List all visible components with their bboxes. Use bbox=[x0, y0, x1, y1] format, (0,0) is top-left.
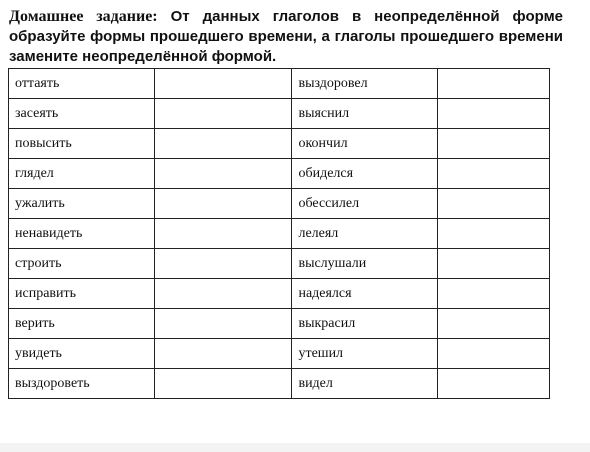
homework-text: От данных глаголов в неопределённой форме образуйте формы прошедшего времени, а глаголы прошедшего времени замените неопределённой формой. bbox=[9, 8, 564, 65]
table-row bbox=[9, 339, 550, 369]
answer-cell-left[interactable] bbox=[154, 369, 292, 399]
table-row bbox=[9, 129, 550, 159]
verb-cell-right: обиделся bbox=[292, 159, 438, 189]
verb-cell-left: увидеть bbox=[9, 339, 155, 369]
verb-cell-right: обессилел bbox=[292, 189, 438, 219]
answer-cell-right[interactable] bbox=[438, 279, 550, 309]
homework-label: Домашнее задание: bbox=[9, 8, 158, 25]
verb-cell-left: исправить bbox=[9, 279, 155, 309]
verb-cell-left: глядел bbox=[9, 159, 155, 189]
answer-cell-left[interactable] bbox=[154, 249, 292, 279]
table-row bbox=[9, 219, 550, 249]
bottom-band bbox=[0, 443, 590, 452]
table-row bbox=[9, 249, 550, 279]
answer-cell-left[interactable] bbox=[154, 339, 292, 369]
answer-cell-left[interactable] bbox=[154, 189, 292, 219]
verb-cell-left: строить bbox=[9, 249, 155, 279]
answer-cell-right[interactable] bbox=[438, 369, 550, 399]
verb-cell-left: повысить bbox=[9, 129, 155, 159]
table-row bbox=[9, 369, 550, 399]
answer-cell-right[interactable] bbox=[438, 189, 550, 219]
answer-cell-left[interactable] bbox=[154, 69, 292, 99]
table-row bbox=[9, 309, 550, 339]
table-row bbox=[9, 69, 550, 99]
verb-cell-right: видел bbox=[292, 369, 438, 399]
answer-cell-right[interactable] bbox=[438, 99, 550, 129]
answer-cell-left[interactable] bbox=[154, 99, 292, 129]
answer-cell-right[interactable] bbox=[438, 249, 550, 279]
verb-cell-left: ненавидеть bbox=[9, 219, 155, 249]
answer-cell-left[interactable] bbox=[154, 309, 292, 339]
verbs-table bbox=[8, 68, 550, 399]
verb-cell-right: надеялся bbox=[292, 279, 438, 309]
answer-cell-left[interactable] bbox=[154, 279, 292, 309]
answer-cell-right[interactable] bbox=[438, 69, 550, 99]
verb-cell-right: выкрасил bbox=[292, 309, 438, 339]
table-row bbox=[9, 99, 550, 129]
answer-cell-right[interactable] bbox=[438, 309, 550, 339]
answer-cell-left[interactable] bbox=[154, 129, 292, 159]
answer-cell-left[interactable] bbox=[154, 219, 292, 249]
table-row bbox=[9, 189, 550, 219]
answer-cell-left[interactable] bbox=[154, 159, 292, 189]
verb-cell-left: ужалить bbox=[9, 189, 155, 219]
verb-cell-right: окончил bbox=[292, 129, 438, 159]
answer-cell-right[interactable] bbox=[438, 159, 550, 189]
verb-cell-left: засеять bbox=[9, 99, 155, 129]
homework-instruction bbox=[9, 7, 563, 67]
answer-cell-right[interactable] bbox=[438, 339, 550, 369]
answer-cell-right[interactable] bbox=[438, 129, 550, 159]
verb-cell-right: выяснил bbox=[292, 99, 438, 129]
verb-cell-left: оттаять bbox=[9, 69, 155, 99]
verb-cell-left: выздороветь bbox=[9, 369, 155, 399]
verb-cell-right: утешил bbox=[292, 339, 438, 369]
verb-cell-right: выздоровел bbox=[292, 69, 438, 99]
table-row bbox=[9, 159, 550, 189]
table-row bbox=[9, 279, 550, 309]
answer-cell-right[interactable] bbox=[438, 219, 550, 249]
verb-cell-right: лелеял bbox=[292, 219, 438, 249]
verb-cell-right: выслушали bbox=[292, 249, 438, 279]
verb-cell-left: верить bbox=[9, 309, 155, 339]
